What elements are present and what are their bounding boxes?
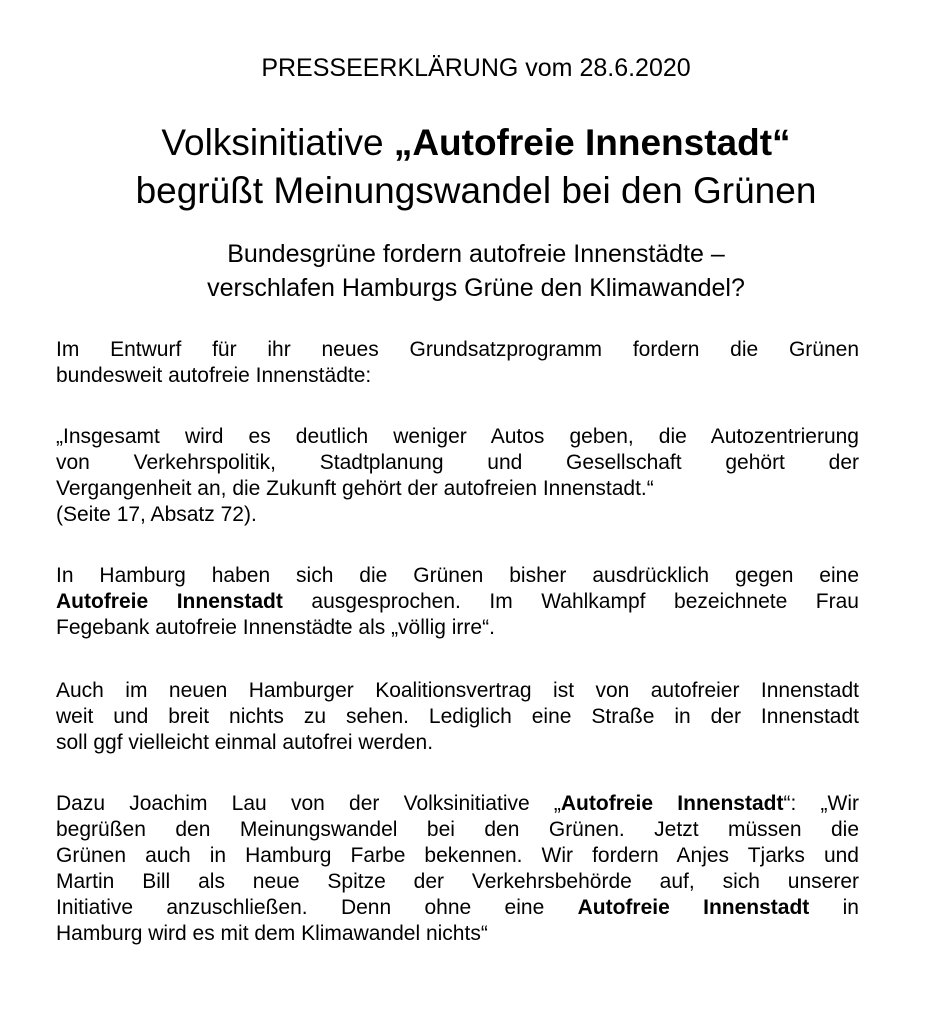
paragraph-line: von Verkehrspolitik, Stadtplanung und Gesellschaft gehört der xyxy=(56,451,859,474)
document-header: PRESSEERKLÄRUNG vom 28.6.2020 xyxy=(261,54,691,82)
paragraph-line: begrüßen den Meinungswandel bei den Grünen. Jetzt müssen die xyxy=(56,818,859,841)
paragraph-3 xyxy=(56,563,859,641)
headline-initiative-name: „Autofreie Innenstadt“ xyxy=(393,122,791,163)
paragraph-1 xyxy=(56,337,859,389)
paragraph-line: In Hamburg haben sich die Grünen bisher ausdrücklich gegen eine xyxy=(56,564,859,587)
paragraph-line: (Seite 17, Absatz 72). xyxy=(56,503,257,526)
headline-line-1 xyxy=(0,119,952,167)
paragraph-text: Initiative anzuschließen. Denn ohne eine xyxy=(56,896,578,919)
paragraph-line: „Insgesamt wird es deutlich weniger Autos geben, die Autozentrierung xyxy=(56,425,859,448)
paragraph-text: “: „Wir xyxy=(783,792,859,815)
paragraph-line xyxy=(56,791,859,817)
paragraph-line: weit und breit nichts zu sehen. Lediglich eine Straße in der Innenstadt xyxy=(56,705,859,728)
bold-initiative-name: Autofreie Innenstadt xyxy=(56,590,283,613)
paragraph-line: Martin Bill als neue Spitze der Verkehrsbehörde auf, sich unserer xyxy=(56,870,859,893)
subheadline-line-1: Bundesgrüne fordern autofreie Innenstädte – xyxy=(227,240,725,268)
headline-line-2: begrüßt Meinungswandel bei den Grünen xyxy=(135,170,817,211)
paragraph-text: ausgesprochen. Im Wahlkampf bezeichnete Frau xyxy=(282,590,859,613)
paragraph-text: in xyxy=(809,896,859,919)
paragraph-line xyxy=(56,895,859,921)
headline xyxy=(0,119,952,215)
subheadline-line-2: verschlafen Hamburgs Grüne den Klimawandel? xyxy=(207,274,745,302)
paragraph-line: Hamburg wird es mit dem Klimawandel nichts“ xyxy=(56,922,488,945)
paragraph-text: Dazu Joachim Lau von der Volksinitiative „ xyxy=(56,792,561,815)
headline-prefix: Volksinitiative xyxy=(161,122,394,163)
paragraph-line: Auch im neuen Hamburger Koalitionsvertrag ist von autofreier Innenstadt xyxy=(56,679,859,702)
paragraph-line: soll ggf vielleicht einmal autofrei werden. xyxy=(56,731,434,754)
paragraph-line: Vergangenheit an, die Zukunft gehört der autofreien Innenstadt.“ xyxy=(56,477,654,500)
bold-initiative-name: Autofreie Innenstadt xyxy=(560,792,784,815)
paragraph-4 xyxy=(56,678,859,756)
paragraph-line: bundesweit autofreie Innenstädte: xyxy=(56,364,372,387)
paragraph-line xyxy=(56,589,859,615)
paragraph-2-quote xyxy=(56,424,859,528)
paragraph-5 xyxy=(56,791,859,947)
bold-initiative-name: Autofreie Innenstadt xyxy=(577,896,810,919)
subheadline xyxy=(0,237,952,305)
paragraph-line: Im Entwurf für ihr neues Grundsatzprogramm fordern die Grünen xyxy=(56,338,859,361)
paragraph-line: Grünen auch in Hamburg Farbe bekennen. Wir fordern Anjes Tjarks und xyxy=(56,844,859,867)
paragraph-line: Fegebank autofreie Innenstädte als „völlig irre“. xyxy=(56,616,495,639)
